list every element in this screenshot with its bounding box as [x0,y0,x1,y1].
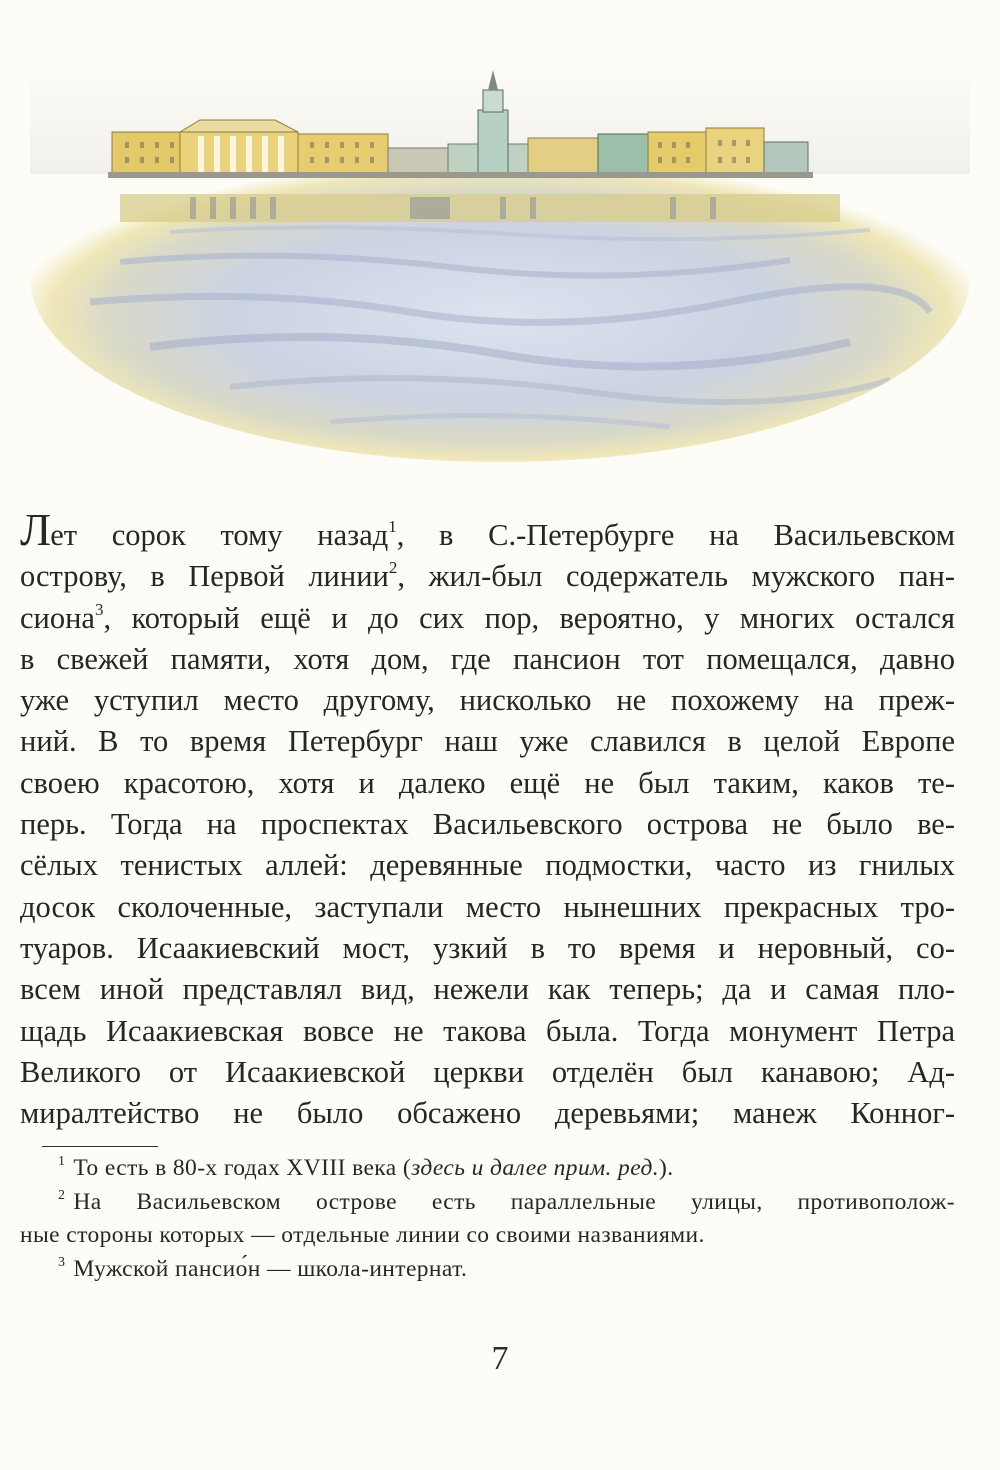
text-line-1: Лет сорок тому назад$^1$, в С.-Петербурге на Васильевском [20,504,955,555]
footnote-3: $^3$ Мужской пансио́н — школа-интернат. [58,1254,468,1282]
footnote-1: $^1$ То есть в 80-х годах XVIII века (здесь и далее прим. ред.). [58,1154,674,1181]
text-line-14: Великого от Исаакиевской церкви отделён был канавою; Ад- [20,1054,955,1089]
text-line-4: в свежей памяти, хотя дом, где пансион тот помещался, давно [20,641,955,676]
body-text [20,504,955,1134]
embankment-picture [30,62,970,462]
text-line-9: сёлых тенистых аллей: деревянные подмостки, часто из гнилых [20,848,955,883]
text-line-13: щадь Исаакиевская вовсе не такова была. Тогда монумент Петра [20,1013,955,1048]
footnote-ref-1[interactable]: 1 [388,517,397,536]
footnotes [20,1152,955,1286]
text-line-10: досок сколоченные, заступали место нынешних прекрасных тро- [20,889,955,924]
footnote-2-continued: ные стороны которых — отдельные линии со своими названиями. [20,1222,705,1248]
text-line-8: перь. Тогда на проспектах Васильевского острова не было ве- [20,807,955,842]
drop-cap: Л [20,504,51,555]
text-line-15: миралтейство не было обсажено деревьями; манеж Конног- [20,1096,955,1131]
footnote-2: $^2$ На Васильевском острове есть параллельные улицы, противополож- [58,1187,955,1215]
footnote-rule [42,1146,158,1147]
text-line-6: ний. В то время Петербург наш уже славился в целой Европе [20,724,955,759]
page-number: 7 [491,1340,509,1377]
text-line-2: острову, в Первой линии$^2$, жил-был содержатель мужского пан- [20,558,955,594]
footnote-ref-2[interactable]: 2 [388,558,398,578]
footnote-ref-3[interactable]: 3 [94,599,104,619]
text-line-3: сиона$^3$, который ещё и до сих пор, вероятно, у многих остался [20,599,955,635]
illustration-vasilievsky-embankment [30,62,970,462]
text-line-5: уже уступил место другому, нисколько не похожему на преж- [20,683,955,718]
text-line-7: своею красотою, хотя и далеко ещё не был таким, каков те- [20,765,955,800]
text-line-12: всем иной представлял вид, нежели как теперь; да и самая пло- [20,972,955,1007]
text-line-11: туаров. Исаакиевский мост, узкий в то время и неровный, со- [20,930,955,965]
